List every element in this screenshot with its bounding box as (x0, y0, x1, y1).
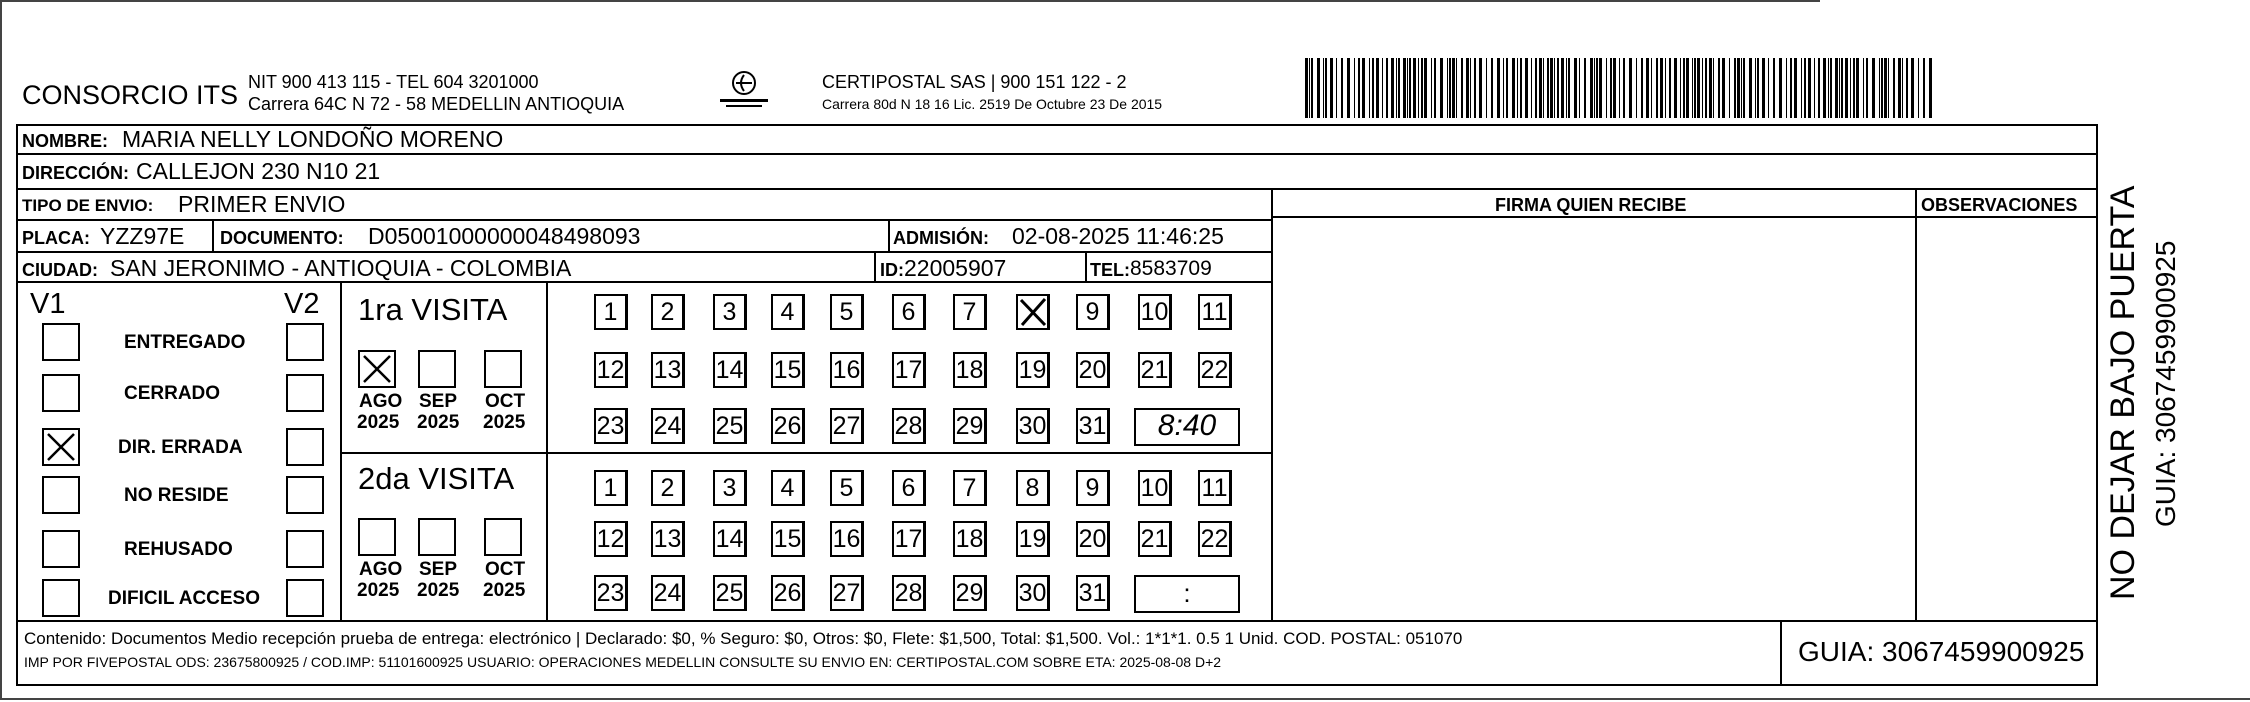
months-divider (546, 281, 548, 620)
day-box-11[interactable]: 11 (1198, 294, 1232, 330)
barcode-bar (1557, 58, 1559, 118)
barcode-bar (1466, 58, 1469, 118)
day-box-15[interactable]: 15 (771, 521, 805, 557)
barcode-bar (1431, 58, 1432, 118)
scan-edge-bottom (0, 698, 2250, 700)
day-box-25[interactable]: 25 (713, 408, 747, 444)
barcode-bar (1872, 58, 1875, 118)
month-checkbox[interactable] (418, 350, 456, 388)
status-v1-checkbox[interactable] (42, 530, 80, 568)
barcode-bar (1879, 58, 1880, 118)
footer-line1: Contenido: Documentos Medio recepción prueba de entrega: electrónico | Declarado: $0, % Seguro: $0, Otros: $0, Flete: $1,500, Total: $1,500. Vol.: 1*1*1. 0.5 1 Unid. COD. POSTAL: 051070 (24, 629, 1463, 648)
barcode-bar (1341, 58, 1343, 118)
day-box-2[interactable]: 2 (651, 470, 685, 506)
barcode-bar (1884, 58, 1887, 118)
day-box-13[interactable]: 13 (651, 521, 685, 557)
day-box-10[interactable]: 10 (1138, 470, 1172, 506)
barcode-bar (1669, 58, 1671, 118)
certipostal-name: CERTIPOSTAL SAS | 900 151 122 - 2 (822, 72, 1127, 92)
side-warning: NO DEJAR BAJO PUERTA (2104, 185, 2142, 600)
barcode-bar (1762, 58, 1765, 118)
barcode-bar (1323, 58, 1324, 118)
barcode-bar (1309, 58, 1310, 118)
day-box-16[interactable]: 16 (830, 352, 864, 388)
barcode-bar (1850, 58, 1851, 118)
barcode-bar (1447, 58, 1448, 118)
day-box-14[interactable]: 14 (713, 352, 747, 388)
barcode-bar (1561, 58, 1564, 118)
barcode-bar (1382, 58, 1383, 118)
barcode-bar (1599, 58, 1602, 118)
company-nit: NIT 900 413 115 - TEL 604 3201000 (248, 72, 539, 92)
barcode-bar (1566, 58, 1567, 118)
barcode-bar (1486, 58, 1487, 118)
day-box-19[interactable]: 19 (1016, 521, 1050, 557)
barcode-bar (1623, 58, 1625, 118)
barcode-bar (1839, 58, 1840, 118)
footer-guia: GUIA: 3067459900925 (1798, 636, 2085, 667)
barcode-bar (1835, 58, 1838, 118)
day-box-9[interactable]: 9 (1076, 294, 1110, 330)
barcode-bar (1461, 58, 1463, 118)
barcode-bar (1491, 58, 1493, 118)
tel-label: TEL: (1090, 260, 1130, 280)
month-label: AGO (359, 559, 403, 580)
barcode-bar (1841, 58, 1843, 118)
barcode-bar (1646, 58, 1649, 118)
barcode-bar (1517, 58, 1518, 118)
barcode-bar (1421, 58, 1423, 118)
nombre-label: NOMBRE: (22, 131, 108, 151)
barcode-bar (1376, 58, 1379, 118)
barcode-bar (1396, 58, 1397, 118)
signature-area[interactable] (1273, 218, 1913, 618)
barcode-bar (1779, 58, 1782, 118)
month-checkbox[interactable] (484, 350, 522, 388)
day-box-5[interactable]: 5 (830, 294, 864, 330)
barcode-bar (1579, 58, 1580, 118)
row-line (16, 620, 2098, 622)
day-box-28[interactable]: 28 (892, 408, 926, 444)
barcode-bar (1718, 58, 1720, 118)
barcode-bar (1525, 58, 1528, 118)
barcode-bar (1317, 58, 1320, 118)
month-label: OCT (485, 559, 526, 580)
observaciones-label: OBSERVACIONES (1921, 195, 2078, 215)
barcode-bar (1697, 58, 1700, 118)
day-box-20[interactable]: 20 (1076, 521, 1110, 557)
barcode-bar (1479, 58, 1482, 118)
v1-label: V1 (30, 288, 66, 320)
barcode-bar (1535, 58, 1537, 118)
status-label: DIR. ERRADA (118, 437, 243, 458)
year-label: 2025 (483, 580, 526, 601)
barcode-bar (1881, 58, 1883, 118)
status-label: ENTREGADO (124, 332, 246, 353)
barcode-bar (1853, 58, 1855, 118)
barcode-bar (1692, 58, 1693, 118)
month-label: AGO (359, 391, 403, 412)
year-label: 2025 (483, 412, 526, 433)
barcode-bar (1906, 58, 1908, 118)
barcode-bar (1923, 58, 1925, 118)
barcode-bar (1452, 58, 1455, 118)
firma-label: FIRMA QUIEN RECIBE (1495, 195, 1687, 215)
barcode-bar (1596, 58, 1598, 118)
status-v2-checkbox[interactable] (286, 530, 324, 568)
day-box-7[interactable]: 7 (953, 470, 987, 506)
documento-value: D05001000000048498093 (368, 223, 641, 249)
barcode-bar (1743, 58, 1745, 118)
barcode-bar (1656, 58, 1658, 118)
year-label: 2025 (417, 412, 460, 433)
visita1-title: 1ra VISITA (358, 292, 508, 327)
barcode-bar (1694, 58, 1696, 118)
barcode-bar (1449, 58, 1451, 118)
company-address: Carrera 64C N 72 - 58 MEDELLIN ANTIOQUIA (248, 94, 625, 114)
barcode-bar (1305, 58, 1308, 118)
month-label: SEP (419, 391, 458, 412)
barcode-bar (1330, 58, 1333, 118)
day-box-1[interactable]: 1 (594, 470, 628, 506)
day-box-10[interactable]: 10 (1138, 294, 1172, 330)
month-checkbox[interactable] (358, 518, 396, 556)
status-v2-checkbox[interactable] (286, 579, 324, 617)
barcode-bar (1358, 58, 1360, 118)
barcode-bar (1702, 58, 1703, 118)
barcode-bar (1660, 58, 1663, 118)
barcode-bar (1434, 58, 1436, 118)
ciudad-value: SAN JERONIMO - ANTIOQUIA - COLOMBIA (110, 255, 572, 281)
barcode-bar (1893, 58, 1895, 118)
time-box[interactable]: 8:40 (1134, 408, 1240, 446)
barcode-bar (1584, 58, 1586, 118)
day-box-24[interactable]: 24 (651, 575, 685, 611)
barcode-bar (1866, 58, 1868, 118)
barcode-bar (1547, 58, 1549, 118)
barcode-bar (1413, 58, 1416, 118)
barcode-bar (1474, 58, 1476, 118)
row-line (16, 153, 2098, 155)
tel-value: 8583709 (1130, 257, 1212, 280)
barcode-bar (1372, 58, 1374, 118)
barcode-bar (1757, 58, 1759, 118)
day-box-12[interactable]: 12 (594, 521, 628, 557)
barcode-bar (1755, 58, 1756, 118)
barcode-bar (1568, 58, 1570, 118)
row-line (16, 281, 1271, 283)
barcode-bar (1911, 58, 1914, 118)
day-box-15[interactable]: 15 (771, 352, 805, 388)
barcode-bar (1362, 58, 1365, 118)
barcode-bar (1354, 58, 1355, 118)
placa-label: PLACA: (22, 228, 90, 248)
row-line (16, 219, 1271, 221)
status-v1-checkbox[interactable] (42, 374, 80, 412)
barcode-bar (1407, 58, 1408, 118)
barcode-bar (1683, 58, 1685, 118)
barcode-bar (1856, 58, 1859, 118)
status-v1-checkbox[interactable] (42, 428, 80, 466)
status-v1-checkbox[interactable] (42, 579, 80, 617)
barcode-bar (1503, 58, 1504, 118)
day-box-26[interactable]: 26 (771, 575, 805, 611)
barcode-bar (1369, 58, 1370, 118)
day-box-17[interactable]: 17 (892, 521, 926, 557)
barcode-bar (1773, 58, 1775, 118)
barcode-bar (1674, 58, 1677, 118)
barcode-bar (1325, 58, 1327, 118)
barcode-bar (1619, 58, 1620, 118)
barcode-bar (1543, 58, 1544, 118)
day-box-4[interactable]: 4 (771, 294, 805, 330)
status-v2-checkbox[interactable] (286, 374, 324, 412)
day-box-3[interactable]: 3 (713, 294, 747, 330)
day-box-18[interactable]: 18 (953, 352, 987, 388)
day-box-21[interactable]: 21 (1138, 521, 1172, 557)
month-label: SEP (419, 559, 458, 580)
placa-divider (212, 219, 214, 251)
barcode-bar (1823, 58, 1826, 118)
company-name: CONSORCIO ITS (22, 80, 239, 110)
month-label: OCT (485, 391, 526, 412)
certipostal-logo (714, 68, 774, 112)
barcode-bar (1456, 58, 1457, 118)
barcode-bar (1929, 58, 1932, 118)
id-divider (874, 251, 876, 281)
status-v2-checkbox[interactable] (286, 323, 324, 361)
barcode-bar (1398, 58, 1400, 118)
admision-value: 02-08-2025 11:46:25 (1012, 223, 1224, 249)
barcode-bar (1808, 58, 1811, 118)
barcode-bar (1594, 58, 1595, 118)
day-box-23[interactable]: 23 (594, 575, 628, 611)
day-box-31[interactable]: 31 (1076, 575, 1110, 611)
barcode-bar (1391, 58, 1394, 118)
year-label: 2025 (357, 412, 400, 433)
day-box-21[interactable]: 21 (1138, 352, 1172, 388)
barcode-bar (1347, 58, 1350, 118)
tipo-value: PRIMER ENVIO (178, 191, 346, 217)
certipostal-address: Carrera 80d N 18 16 Lic. 2519 De Octubre 23 De 2015 (822, 96, 1163, 112)
day-box-7[interactable]: 7 (953, 294, 987, 330)
barcode-bar (1539, 58, 1542, 118)
day-box-8[interactable] (1016, 294, 1050, 330)
day-box-22[interactable]: 22 (1198, 352, 1232, 388)
status-v2-checkbox[interactable] (286, 476, 324, 514)
barcode-bar (1531, 58, 1532, 118)
day-box-16[interactable]: 16 (830, 521, 864, 557)
barcode-bar (1440, 58, 1443, 118)
id-value: 22005907 (904, 255, 1007, 281)
status-label: REHUSADO (124, 539, 233, 560)
barcode-bar (1902, 58, 1903, 118)
day-box-30[interactable]: 30 (1016, 575, 1050, 611)
scan-edge-top (0, 0, 1820, 2)
day-box-27[interactable]: 27 (830, 575, 864, 611)
admision-label: ADMISIÓN: (893, 228, 989, 248)
direccion-label: DIRECCIÓN: (22, 163, 129, 183)
time-box[interactable]: : (1134, 575, 1240, 613)
day-box-4[interactable]: 4 (771, 470, 805, 506)
day-box-20[interactable]: 20 (1076, 352, 1110, 388)
day-box-22[interactable]: 22 (1198, 521, 1232, 557)
barcode-bar (1814, 58, 1815, 118)
barcode-bar (1651, 58, 1652, 118)
barcode-bar (1686, 58, 1689, 118)
barcode-bar (1506, 58, 1508, 118)
barcode-bar (1590, 58, 1593, 118)
ciudad-label: CIUDAD: (22, 260, 98, 280)
admision-divider (888, 219, 890, 251)
day-box-25[interactable]: 25 (713, 575, 747, 611)
day-box-12[interactable]: 12 (594, 352, 628, 388)
day-box-30[interactable]: 30 (1016, 408, 1050, 444)
tipo-label: TIPO DE ENVIO: (22, 196, 154, 215)
day-box-23[interactable]: 23 (594, 408, 628, 444)
barcode-bar (1665, 58, 1666, 118)
barcode-bar (1386, 58, 1388, 118)
day-box-27[interactable]: 27 (830, 408, 864, 444)
barcode-bar (1636, 58, 1637, 118)
barcode-bar (1550, 58, 1553, 118)
footer-line2: IMP POR FIVEPOSTAL ODS: 23675800925 / COD.IMP: 51101600925 USUARIO: OPERACIONES MEDELLIN CONSULTE SU ENVIO EN: CERTIPOSTAL.COM SOBRE ETA: 2025-08-08 D+2 (24, 654, 1222, 670)
observations-area[interactable] (1917, 218, 2096, 618)
day-box-13[interactable]: 13 (651, 352, 685, 388)
status-v2-checkbox[interactable] (286, 428, 324, 466)
day-box-3[interactable]: 3 (713, 470, 747, 506)
barcode-bar (1830, 58, 1832, 118)
day-box-29[interactable]: 29 (953, 575, 987, 611)
year-label: 2025 (357, 580, 400, 601)
barcode-bar (1734, 58, 1736, 118)
day-box-26[interactable]: 26 (771, 408, 805, 444)
barcode-bar (1818, 58, 1820, 118)
barcode-bar (1409, 58, 1411, 118)
day-box-8[interactable]: 8 (1016, 470, 1050, 506)
day-box-24[interactable]: 24 (651, 408, 685, 444)
barcode-bar (1554, 58, 1555, 118)
barcode-bar (1804, 58, 1806, 118)
visits-divider (340, 281, 342, 620)
placa-value: YZZ97E (100, 223, 185, 249)
documento-label: DOCUMENTO: (220, 228, 344, 248)
tel-divider (1085, 251, 1087, 281)
day-box-11[interactable]: 11 (1198, 470, 1232, 506)
visits-mid-line (340, 452, 1271, 454)
barcode-bar (1512, 58, 1515, 118)
barcode-bar (1749, 58, 1752, 118)
status-v1-checkbox[interactable] (42, 476, 80, 514)
day-box-2[interactable]: 2 (651, 294, 685, 330)
barcode-bar (1403, 58, 1406, 118)
barcode-bar (1828, 58, 1829, 118)
barcode-bar (1497, 58, 1500, 118)
barcode-bar (1790, 58, 1792, 118)
barcode-bar (1705, 58, 1707, 118)
day-box-6[interactable]: 6 (892, 470, 926, 506)
barcode-bar (1898, 58, 1901, 118)
scan-edge-left (0, 0, 2, 700)
status-v1-checkbox[interactable] (42, 323, 80, 361)
month-checkbox[interactable] (358, 350, 396, 388)
barcode-bar (1574, 58, 1577, 118)
day-box-17[interactable]: 17 (892, 352, 926, 388)
barcode-bar (1470, 58, 1471, 118)
barcode-bar (1845, 58, 1848, 118)
barcode-bar (1613, 58, 1616, 118)
day-box-1[interactable]: 1 (594, 294, 628, 330)
barcode-bar (1713, 58, 1714, 118)
barcode-bar (1768, 58, 1769, 118)
day-box-6[interactable]: 6 (892, 294, 926, 330)
barcode-bar (1709, 58, 1712, 118)
barcode-bar (1606, 58, 1607, 118)
barcode-bar (1722, 58, 1725, 118)
row-line (16, 251, 1271, 253)
day-box-18[interactable]: 18 (953, 521, 987, 557)
barcode-bar (1629, 58, 1632, 118)
day-box-9[interactable]: 9 (1076, 470, 1110, 506)
year-label: 2025 (417, 580, 460, 601)
barcode-bar (1741, 58, 1742, 118)
visita2-title: 2da VISITA (358, 461, 515, 496)
day-box-19[interactable]: 19 (1016, 352, 1050, 388)
barcode-bar (1786, 58, 1787, 118)
day-box-5[interactable]: 5 (830, 470, 864, 506)
day-box-28[interactable]: 28 (892, 575, 926, 611)
day-box-14[interactable]: 14 (713, 521, 747, 557)
row-line (16, 188, 2098, 190)
barcode (1305, 58, 1940, 120)
status-label: DIFICIL ACCESO (108, 588, 261, 609)
barcode-bar (1737, 58, 1740, 118)
barcode-bar (1641, 58, 1643, 118)
barcode-bar (1311, 58, 1313, 118)
month-checkbox[interactable] (484, 518, 522, 556)
barcode-bar (1863, 58, 1864, 118)
barcode-bar (1794, 58, 1797, 118)
barcode-bar (1424, 58, 1427, 118)
month-checkbox[interactable] (418, 518, 456, 556)
status-label: NO RESIDE (124, 485, 229, 506)
barcode-bar (1418, 58, 1419, 118)
barcode-bar (1610, 58, 1612, 118)
footer-guia-divider (1780, 620, 1782, 686)
direccion-value: CALLEJON 230 N10 21 (136, 158, 381, 184)
status-label: CERRADO (124, 383, 221, 404)
barcode-bar (1918, 58, 1919, 118)
id-label: ID: (880, 260, 904, 280)
barcode-bar (1520, 58, 1522, 118)
day-box-31[interactable]: 31 (1076, 408, 1110, 444)
barcode-bar (1336, 58, 1337, 118)
barcode-bar (1729, 58, 1730, 118)
day-box-29[interactable]: 29 (953, 408, 987, 444)
barcode-bar (1680, 58, 1681, 118)
side-guia: GUIA: 3067459900925 (2150, 240, 2181, 527)
barcode-bar (1888, 58, 1889, 118)
nombre-value: MARIA NELLY LONDOÑO MORENO (122, 126, 504, 152)
v2-label: V2 (284, 288, 320, 320)
barcode-bar (1801, 58, 1802, 118)
